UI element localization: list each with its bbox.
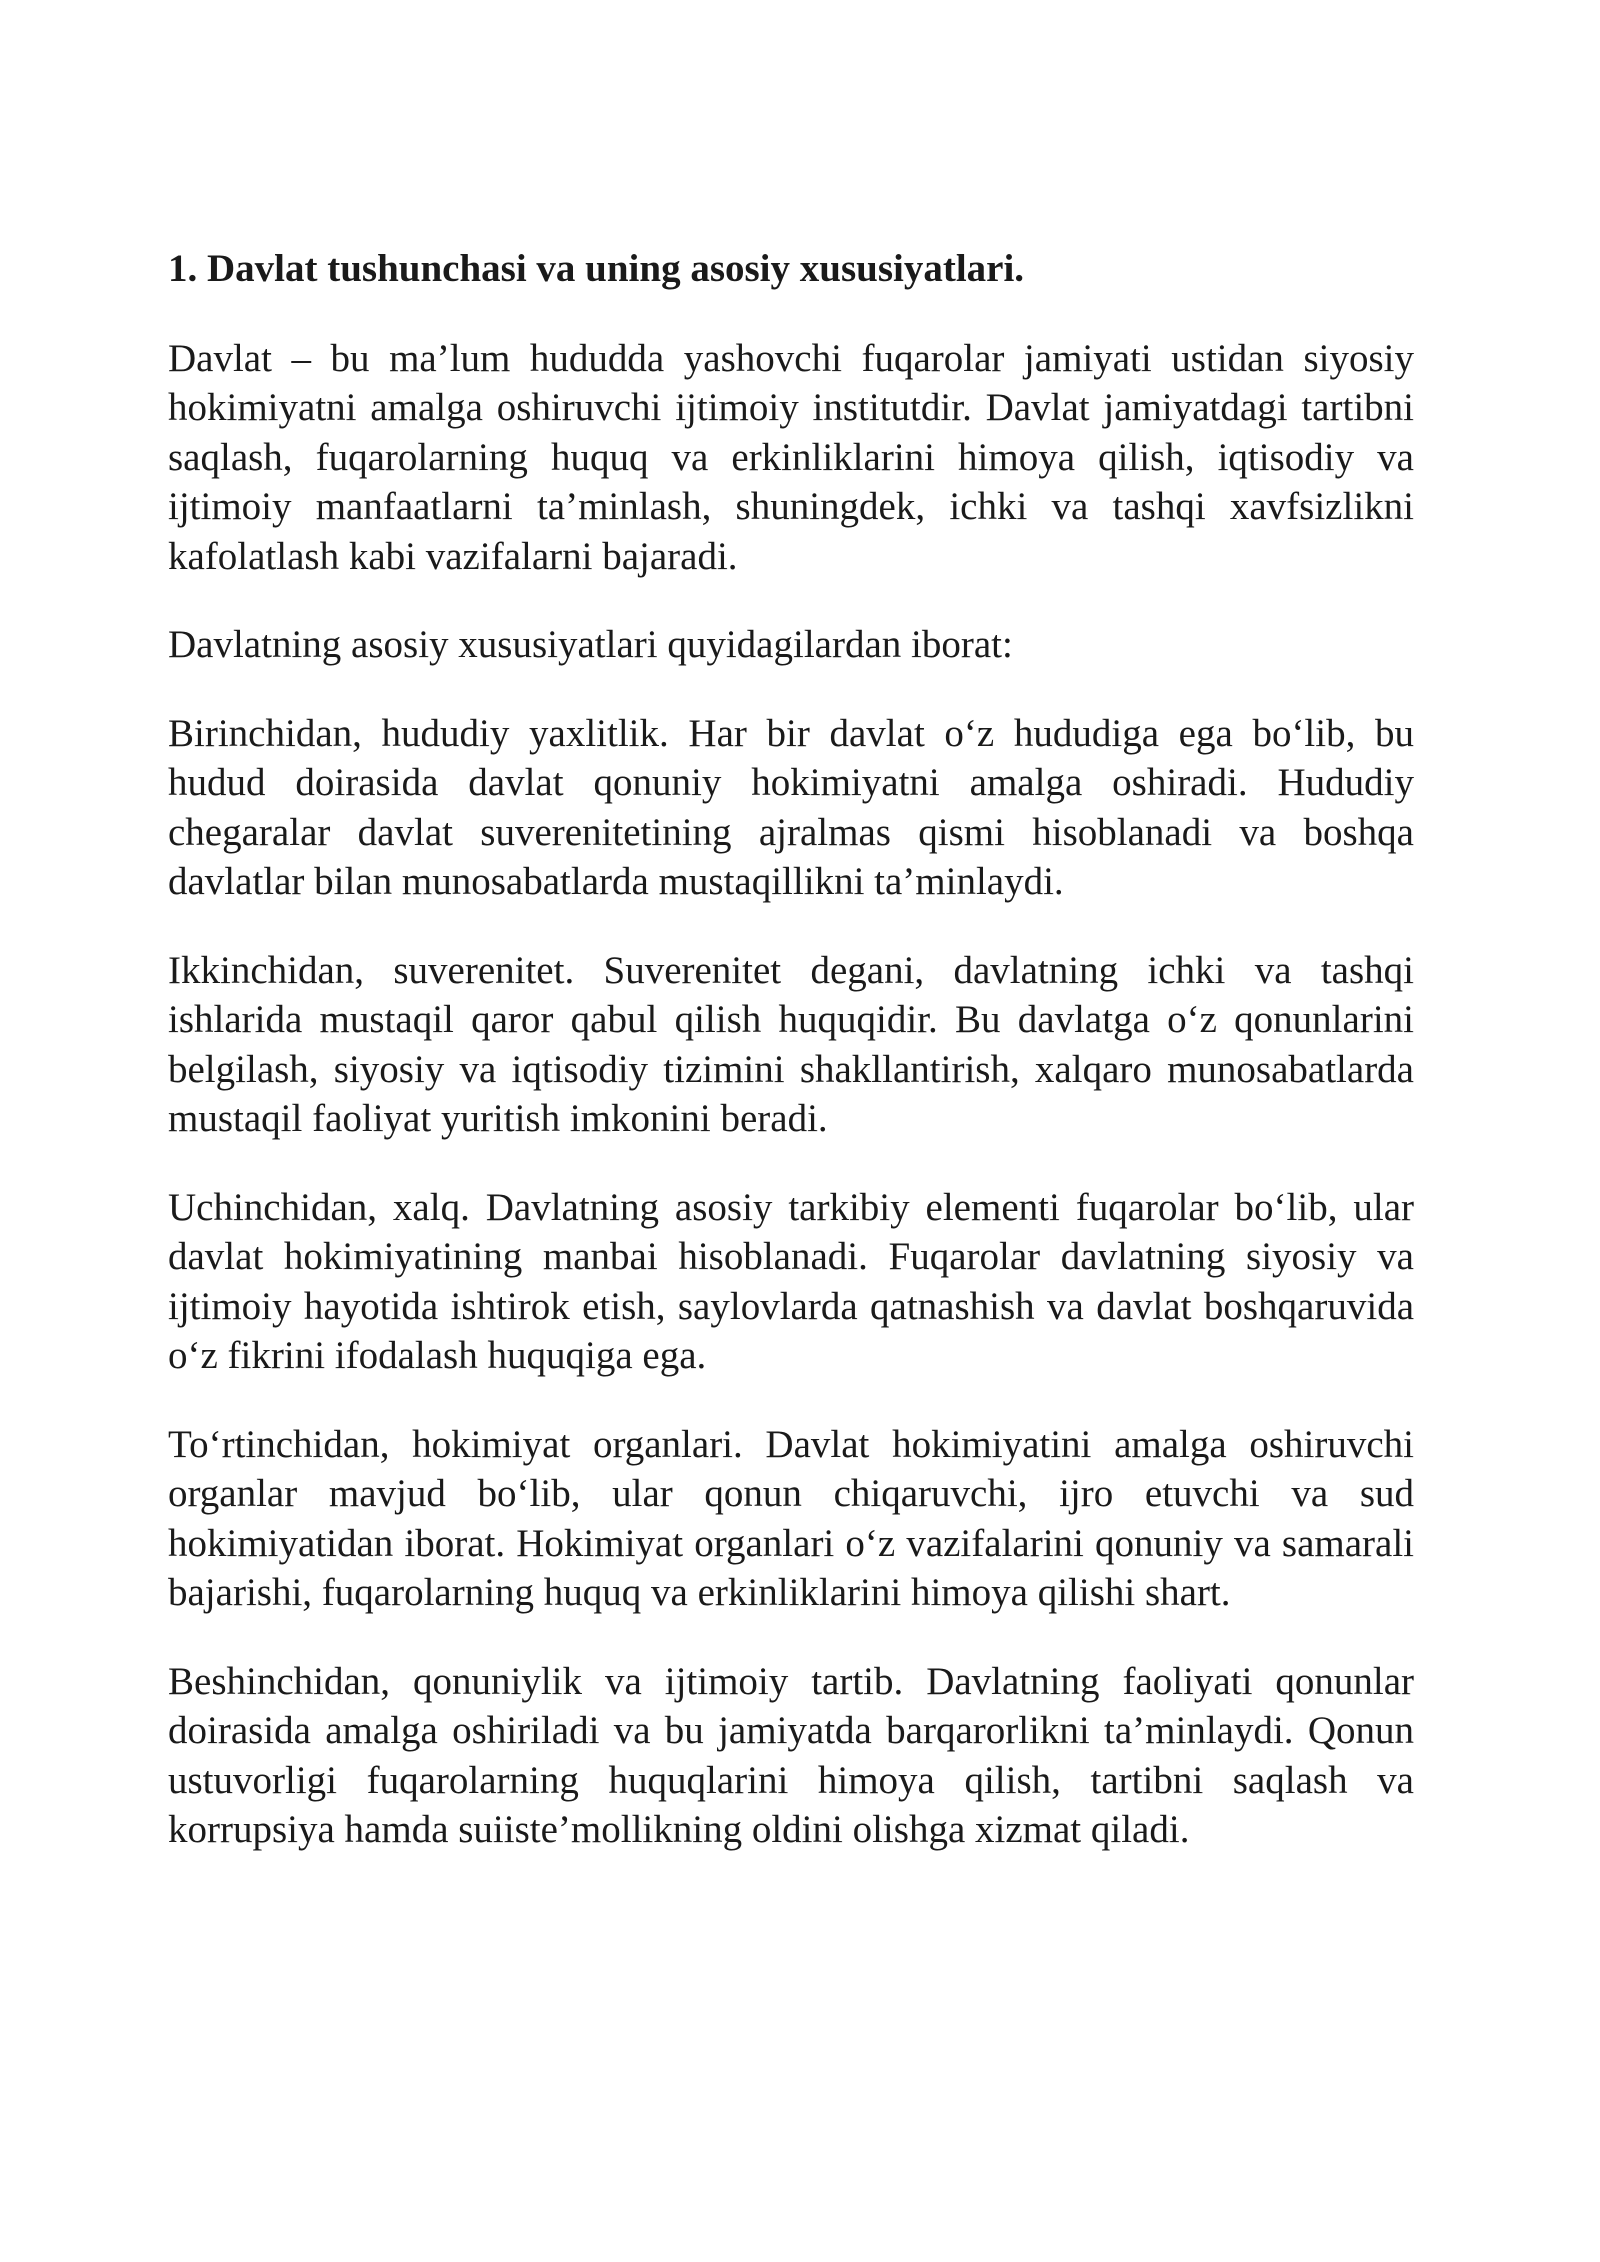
paragraph-intro: Davlatning asosiy xususiyatlari quyidagilardan iborat: xyxy=(168,623,1013,666)
section-heading: 1. Davlat tushunchasi va uning asosiy xususiyatlari. xyxy=(168,247,1025,290)
paragraph-fourth: To‘rtinchidan, hokimiyat organlari. Davlat hokimiyatini amalga oshiruvchi organlar mavjud bo‘lib, ular qonun chiqaruvchi, ijro etuvchi va sud hokimiyatidan iborat. Hokimiyat organlari o‘z vazifalarini qonuniy va samarali bajarishi, fuqarolarning huquq va erkinliklarini himoya qilishi shart. xyxy=(168,1422,1414,1614)
document-page xyxy=(168,244,1414,1894)
paragraph-fifth: Beshinchidan, qonuniylik va ijtimoiy tartib. Davlatning faoliyati qonunlar doirasida amalga oshiriladi va bu jamiyatda barqarorlikni ta’minlaydi. Qonun ustuvorligi fuqarolarning huquqlarini himoya qilish, tartibni saqlash va korrupsiya hamda suiiste’mollikning oldini olishga xizmat qiladi. xyxy=(168,1659,1414,1851)
paragraph-first: Birinchidan, hududiy yaxlitlik. Har bir davlat o‘z hududiga ega bo‘lib, bu hudud doirasida davlat qonuniy hokimiyatni amalga oshiradi. Hududiy chegaralar davlat suverenitetining ajralmas qismi hisoblanadi va boshqa davlatlar bilan munosabatlarda mustaqillikni ta’minlaydi. xyxy=(168,711,1414,903)
paragraph-definition: Davlat – bu ma’lum hududda yashovchi fuqarolar jamiyati ustidan siyosiy hokimiyatni amalga oshiruvchi ijtimoiy institutdir. Davlat jamiyatdagi tartibni saqlash, fuqarolarning huquq va erkinliklarini himoya qilish, iqtisodiy va ijtimoiy manfaatlarni ta’minlash, shuningdek, ichki va tashqi xavfsizlikni kafolatlash kabi vazifalarni bajaradi. xyxy=(168,336,1414,578)
paragraph-second: Ikkinchidan, suverenitet. Suverenitet degani, davlatning ichki va tashqi ishlarida mustaqil qaror qabul qilish huquqidir. Bu davlatga o‘z qonunlarini belgilash, siyosiy va iqtisodiy tizimini shakllantirish, xalqaro munosabatlarda mustaqil faoliyat yuritish imkonini beradi. xyxy=(168,948,1414,1140)
paragraph-third: Uchinchidan, xalq. Davlatning asosiy tarkibiy elementi fuqarolar bo‘lib, ular davlat hokimiyatining manbai hisoblanadi. Fuqarolar davlatning siyosiy va ijtimoiy hayotida ishtirok etish, saylovlarda qatnashish va davlat boshqaruvida o‘z fikrini ifodalash huquqiga ega. xyxy=(168,1185,1414,1377)
